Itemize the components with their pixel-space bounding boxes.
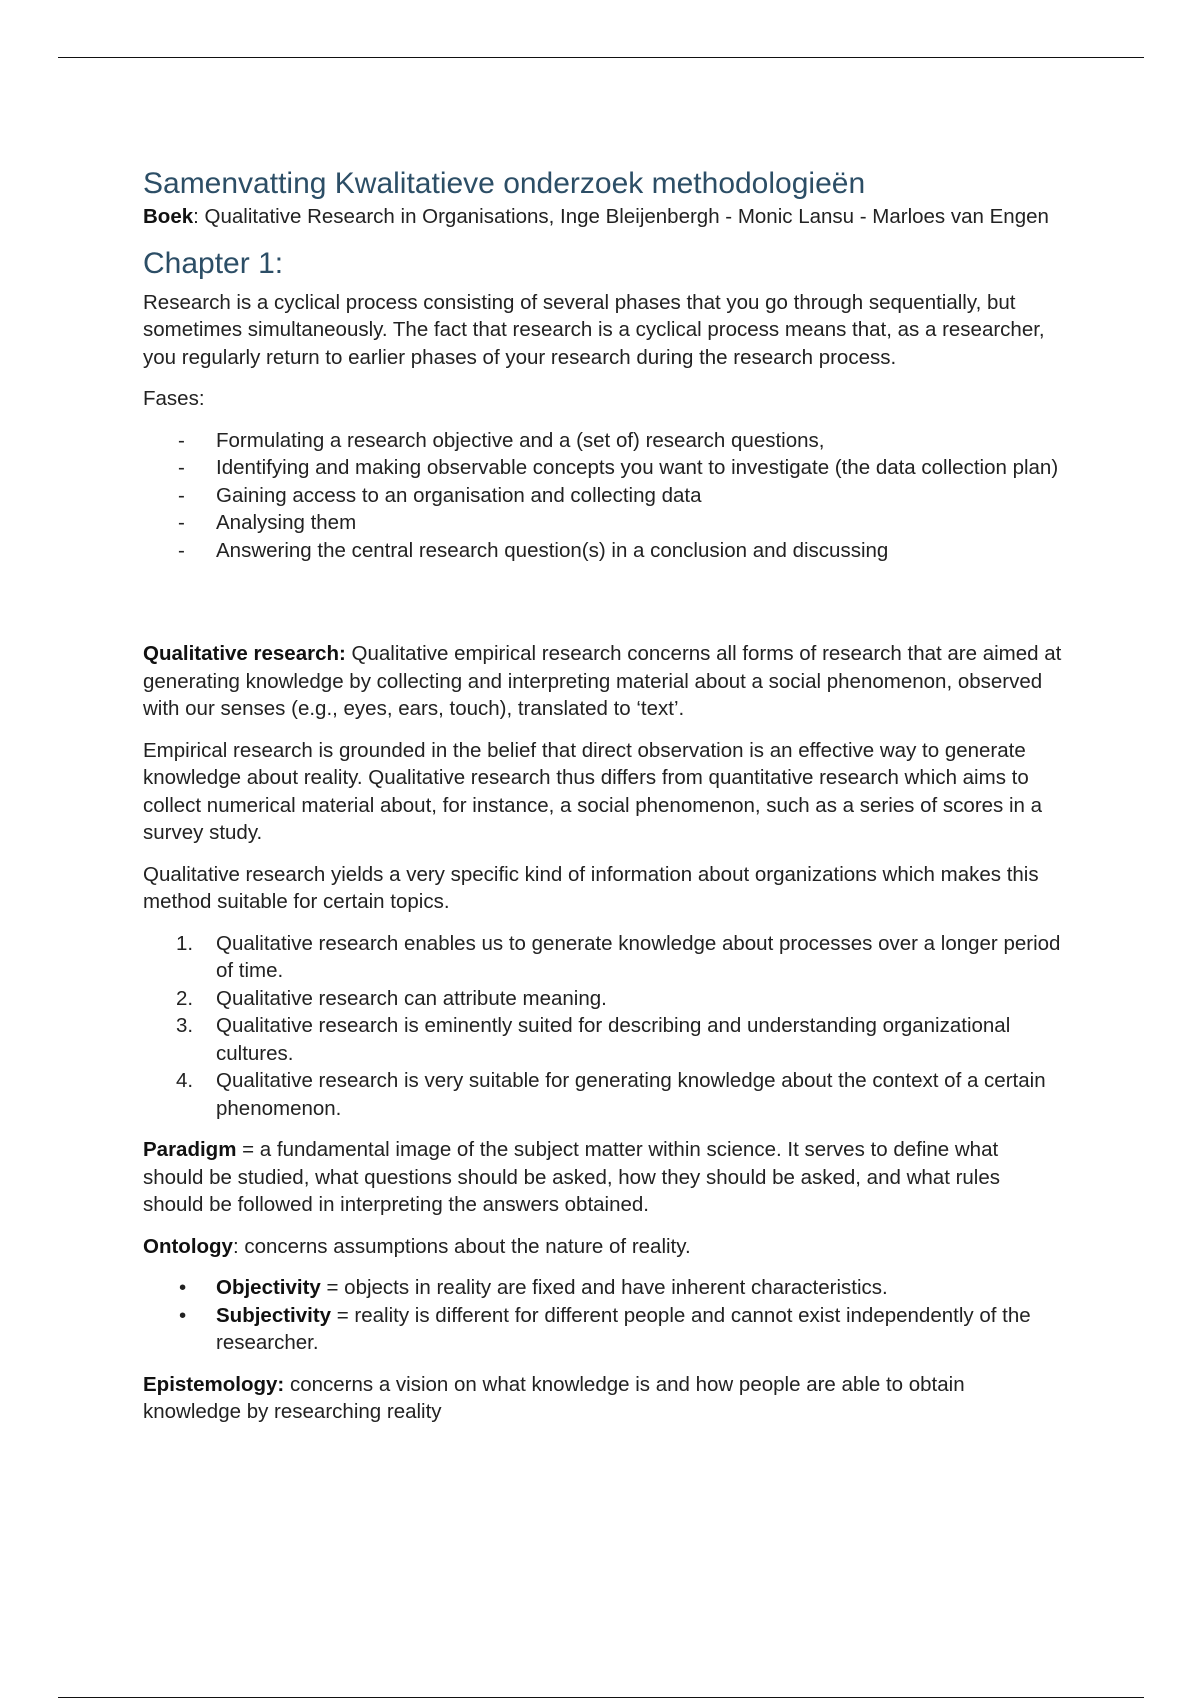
qualitative-research-definition — [143, 640, 1063, 723]
phase-text: Analysing them — [216, 511, 357, 534]
ontology-list — [143, 1274, 1063, 1357]
dash-marker: - — [178, 456, 185, 479]
phase-text: Gaining access to an organisation and collecting data — [216, 483, 702, 507]
list-item — [143, 1274, 1063, 1302]
epistemology-definition — [143, 1371, 1063, 1426]
numbered-list — [143, 930, 1063, 1123]
paradigm-definition — [143, 1136, 1063, 1219]
item-number: 1. — [176, 931, 194, 955]
paradigm-term: Paradigm — [143, 1138, 237, 1161]
document-body — [143, 165, 1063, 1440]
item-text: Qualitative research enables us to generate knowledge about processes over a longer period of time. — [216, 931, 1061, 982]
item-text: Qualitative research is very suitable for generating knowledge about the context of a certain phenomenon. — [216, 1069, 1046, 1120]
qualitative-research-term: Qualitative research: — [143, 642, 346, 665]
book-text: : Qualitative Research in Organisations, Inge Bleijenbergh - Monic Lansu - Marloes van Engen — [193, 205, 1049, 228]
intro-paragraph: Research is a cyclical process consisting of several phases that you go through sequentially, but sometimes simultaneously. The fact that research is a cyclical process means that, as a researcher, you regularly return to earlier phases of your research during the research process. — [143, 290, 1045, 369]
page-top-rule — [58, 57, 1144, 58]
list-item — [143, 930, 1063, 985]
item-number: 3. — [176, 1014, 194, 1037]
book-reference — [143, 203, 1063, 231]
qualitative-research-text: Qualitative empirical research concerns all forms of research that are aimed at generating knowledge by collecting and interpreting material about a social phenomenon, observed with our senses (e.g., eyes, ears, touch), translated to ‘text’. — [143, 642, 1062, 720]
phase-text: Answering the central research question(s) in a conclusion and discussing — [216, 538, 889, 562]
book-label: Boek — [143, 205, 194, 228]
dash-marker: - — [178, 483, 185, 507]
list-item — [143, 427, 1063, 455]
paradigm-text: = a fundamental image of the subject matter within science. It serves to define what should be studied, what questions should be asked, how they should be asked, and what rules should be followed in interpreting the answers obtained. — [143, 1138, 1001, 1216]
phase-text: Formulating a research objective and a (set of) research questions, — [216, 428, 825, 452]
list-item — [143, 1067, 1063, 1122]
ontology-text: : concerns assumptions about the nature of reality. — [232, 1234, 691, 1258]
bullet-marker: • — [179, 1303, 187, 1327]
objectivity-text: = objects in reality are fixed and have inherent characteristics. — [320, 1276, 888, 1299]
phases-label: Fases: — [143, 387, 205, 410]
dash-marker: - — [178, 428, 185, 452]
epistemology-term: Epistemology: — [143, 1372, 285, 1396]
list-item — [143, 985, 1063, 1013]
phases-list — [143, 427, 1063, 565]
list-item — [143, 1012, 1063, 1067]
dash-marker: - — [178, 538, 185, 562]
item-text: Qualitative research can attribute meaning. — [216, 986, 607, 1010]
yields-paragraph: Qualitative research yields a very specific kind of information about organizations which makes this method suitable for certain topics. — [143, 862, 1039, 913]
item-number: 2. — [176, 986, 194, 1010]
list-item — [143, 1302, 1063, 1357]
subjectivity-term: Subjectivity — [216, 1303, 332, 1327]
phase-text: Identifying and making observable concepts you want to investigate (the data collection plan) — [216, 456, 1059, 479]
list-item — [143, 537, 1063, 565]
list-item — [143, 509, 1063, 537]
ontology-term: Ontology — [143, 1234, 233, 1258]
objectivity-term: Objectivity — [216, 1276, 321, 1299]
list-item — [143, 482, 1063, 510]
item-number: 4. — [176, 1069, 194, 1092]
epistemology-text: concerns a vision on what knowledge is and how people are able to obtain knowledge by researching reality — [143, 1372, 965, 1423]
item-text: Qualitative research is eminently suited for describing and understanding organizational cultures. — [216, 1014, 1011, 1065]
chapter-heading: Chapter 1: — [143, 246, 284, 280]
spacer — [143, 578, 1063, 640]
bullet-marker: • — [179, 1276, 187, 1299]
page-bottom-rule — [58, 1697, 1144, 1698]
subjectivity-text: = reality is different for different people and cannot exist independently of the researcher. — [216, 1303, 1031, 1354]
ontology-definition — [143, 1233, 1063, 1261]
empirical-paragraph: Empirical research is grounded in the belief that direct observation is an effective way to generate knowledge about reality. Qualitative research thus differs from quantitative research which aims to collect numerical material about, for instance, a social phenomenon, such as a series of scores in a survey study. — [143, 738, 1043, 844]
list-item — [143, 454, 1063, 482]
dash-marker: - — [178, 511, 185, 534]
document-title: Samenvatting Kwalitatieve onderzoek methodologieën — [143, 167, 866, 200]
